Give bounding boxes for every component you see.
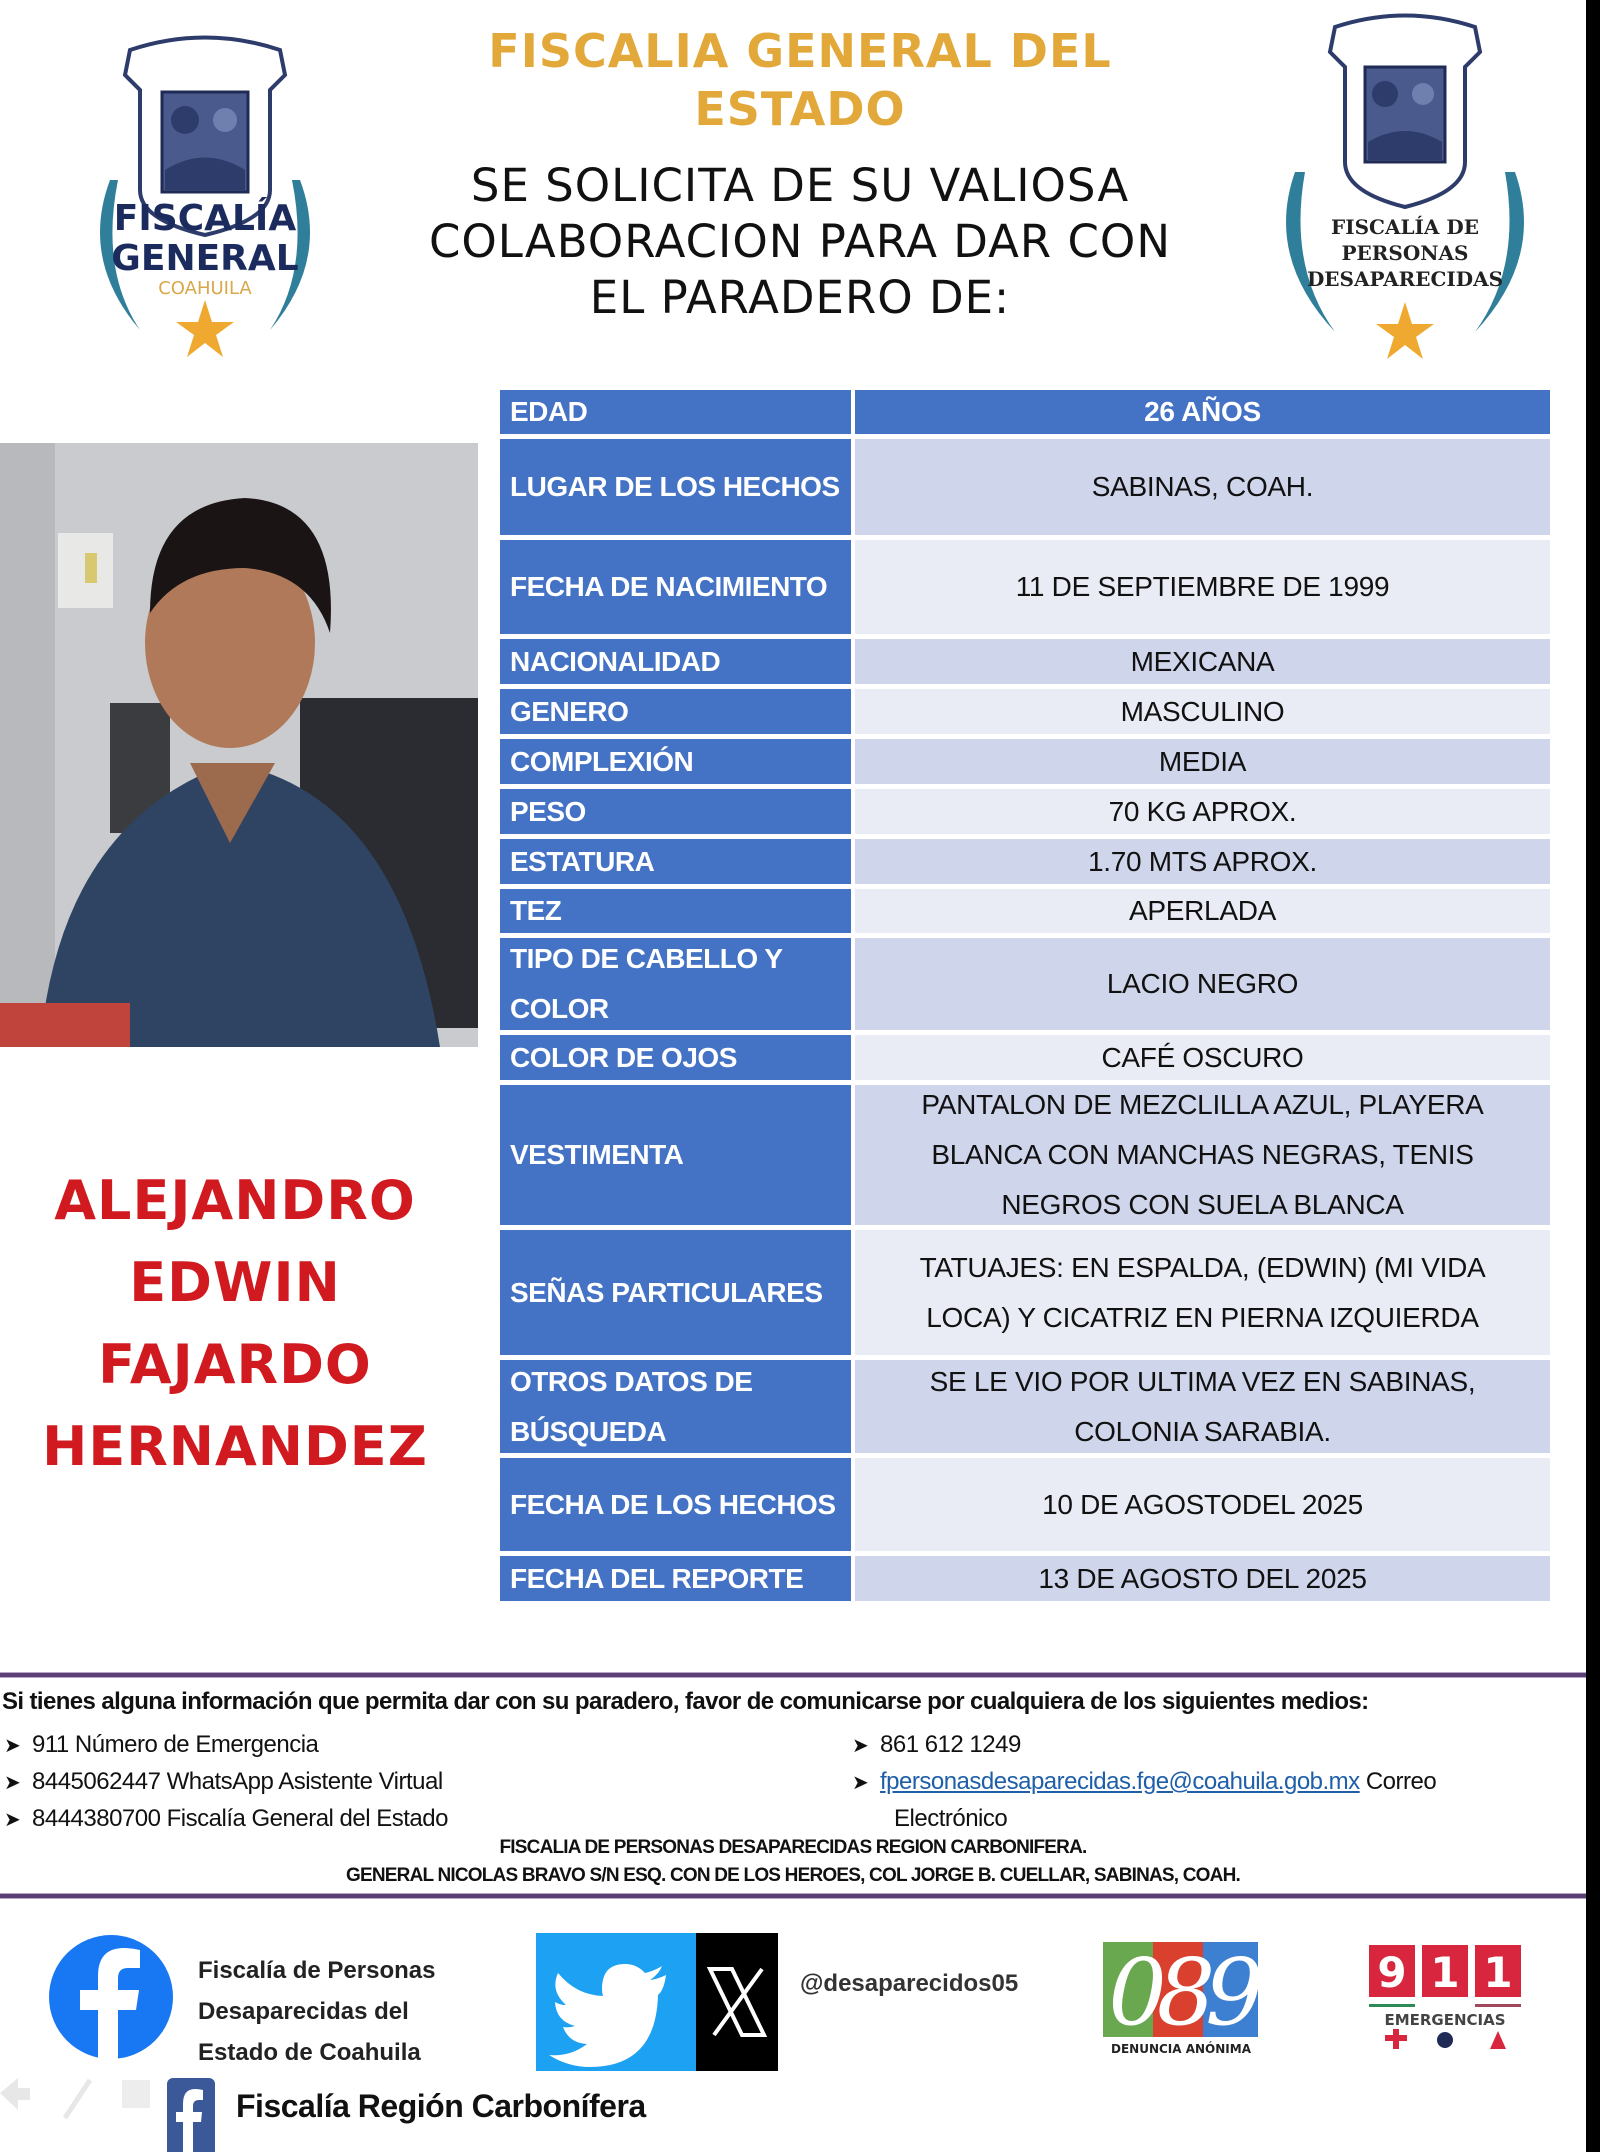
table-row-peso (500, 789, 1550, 834)
row-value: 70 KG APROX. (855, 789, 1550, 834)
row-label: LUGAR DE LOS HECHOS (500, 439, 855, 535)
table-row-tez (500, 889, 1550, 933)
row-value: SABINAS, COAH. (855, 439, 1550, 535)
row-label: OTROS DATOS DE BÚSQUEDA (500, 1360, 855, 1453)
back-arrow-icon (0, 2078, 30, 2110)
row-value: 11 DE SEPTIEMBRE DE 1999 (855, 540, 1550, 634)
coat-of-arms-icon (1330, 16, 1480, 208)
name-line: ALEJANDRO (54, 1169, 416, 1232)
svg-text:089: 089 (1108, 1942, 1254, 2046)
request-heading-line2: COLABORACION PARA DAR CON (428, 215, 1172, 268)
arrow-bullet-icon: ➤ (852, 1735, 869, 1757)
contact-list-left (4, 1727, 448, 1838)
svg-text:PERSONAS: PERSONAS (1341, 241, 1469, 265)
twitter-icon (536, 1933, 696, 2071)
agency-title-line1: FISCALIA GENERAL DEL (488, 24, 1112, 78)
row-value: 26 AÑOS (855, 390, 1550, 434)
table-row-ojos (500, 1035, 1550, 1080)
row-value: SE LE VIO POR ULTIMA VEZ EN SABINAS, COLONIA SARABIA. (855, 1360, 1550, 1453)
office-name: FISCALIA DE PERSONAS DESAPARECIDAS REGION CARBONIFERA. (499, 1837, 1087, 1858)
contact-intro: Si tienes alguna información que permita dar con su paradero, favor de comunicarse por cualquiera de los siguientes medios: (2, 1688, 1369, 1715)
table-row-fecha-hechos (500, 1458, 1550, 1551)
star-icon (1376, 302, 1434, 359)
arrow-bullet-icon: ➤ (4, 1735, 21, 1757)
row-label: COMPLEXIÓN (500, 739, 855, 784)
request-heading (370, 158, 1230, 326)
fiscalia-general-coahuila-logo (70, 30, 340, 365)
row-value: CAFÉ OSCURO (855, 1035, 1550, 1080)
denuncia-anonima-089-logo (1103, 1942, 1263, 2057)
table-row-edad (500, 390, 1550, 434)
row-value: APERLADA (855, 889, 1550, 933)
svg-text:EMERGENCIAS: EMERGENCIAS (1384, 2011, 1506, 2029)
office-address (0, 1834, 1586, 1890)
name-line: FAJARDO (98, 1333, 372, 1396)
red-cross-icon (1385, 2029, 1407, 2049)
svg-text:FISCALÍA: FISCALÍA (113, 198, 297, 239)
row-label: FECHA DE NACIMIENTO (500, 540, 855, 634)
row-label: ESTATURA (500, 839, 855, 884)
missing-person-photo (0, 443, 478, 1047)
pencil-icon (65, 2080, 90, 2118)
table-row-complexion (500, 739, 1550, 784)
fire-icon (1490, 2031, 1506, 2049)
contact-item: ➤ 8445062447 WhatsApp Asistente Virtual (4, 1764, 448, 1801)
row-value: TATUAJES: EN ESPALDA, (EDWIN) (MI VIDA LOCA) Y CICATRIZ EN PIERNA IZQUIERDA (855, 1230, 1550, 1355)
emergencias-911-logo (1367, 1943, 1527, 2063)
table-row-genero (500, 689, 1550, 734)
police-icon (1437, 2032, 1453, 2048)
table-row-fecha-nacimiento (500, 540, 1550, 634)
row-value: PANTALON DE MEZCLILLA AZUL, PLAYERA BLANCA CON MANCHAS NEGRAS, TENIS NEGROS CON SUELA BLANCA (855, 1085, 1550, 1225)
row-value: MASCULINO (855, 689, 1550, 734)
table-row-lugar (500, 439, 1550, 535)
svg-text:1: 1 (1430, 1948, 1460, 1997)
name-line: HERNANDEZ (42, 1415, 428, 1478)
row-value: 13 DE AGOSTO DEL 2025 (855, 1556, 1550, 1601)
request-heading-line1: SE SOLICITA DE SU VALIOSA (470, 159, 1130, 212)
svg-text:GENERAL: GENERAL (111, 238, 299, 279)
table-row-cabello (500, 938, 1550, 1030)
row-label: FECHA DE LOS HECHOS (500, 1458, 855, 1551)
row-label: COLOR DE OJOS (500, 1035, 855, 1080)
table-row-otros-datos (500, 1360, 1550, 1453)
table-row-estatura (500, 839, 1550, 884)
row-value: 10 DE AGOSTODEL 2025 (855, 1458, 1550, 1551)
row-label: VESTIMENTA (500, 1085, 855, 1225)
contact-item-email: ➤ fpersonasdesaparecidas.fge@coahuila.gob.mx Correo (852, 1764, 1582, 1801)
missing-person-name (0, 1160, 470, 1488)
contact-item: ➤ 8444380700 Fiscalía General del Estado (4, 1801, 448, 1838)
svg-text:9: 9 (1377, 1948, 1407, 1997)
svg-text:DESAPARECIDAS: DESAPARECIDAS (1306, 267, 1504, 291)
arrow-bullet-icon: ➤ (4, 1809, 21, 1831)
row-value: LACIO NEGRO (855, 938, 1550, 1030)
facebook-page-name: Fiscalía de Personas Desaparecidas del Estado de Coahuila (198, 1957, 436, 2066)
request-heading-line3: EL PARADERO DE: (589, 271, 1011, 324)
row-label: GENERO (500, 689, 855, 734)
facebook-region-page: Fiscalía Región Carbonífera (236, 2088, 646, 2124)
facebook-square-icon (167, 2078, 215, 2152)
table-row-vestimenta (500, 1085, 1550, 1225)
contact-item: ➤ 911 Número de Emergencia (4, 1727, 448, 1764)
row-value: 1.70 MTS APROX. (855, 839, 1550, 884)
table-row-nacionalidad (500, 639, 1550, 684)
fiscalia-personas-desaparecidas-logo (1260, 12, 1550, 362)
row-value: MEXICANA (855, 639, 1550, 684)
table-row-fecha-reporte (500, 1556, 1550, 1601)
divider-bottom (0, 1893, 1586, 1899)
table-row-senas (500, 1230, 1550, 1355)
row-label: SEÑAS PARTICULARES (500, 1230, 855, 1355)
row-label: EDAD (500, 390, 855, 434)
email-link[interactable]: fpersonasdesaparecidas.fge@coahuila.gob.mx (880, 1768, 1360, 1795)
name-line: EDWIN (129, 1251, 341, 1314)
svg-text:COAHUILA: COAHUILA (158, 278, 252, 299)
agency-title-line2: ESTADO (694, 82, 906, 136)
divider-top (0, 1672, 1586, 1678)
row-label: PESO (500, 789, 855, 834)
twitter-handle: @desaparecidos05 (800, 1970, 1019, 1997)
contact-list-right (852, 1727, 1582, 1837)
x-logo-icon (696, 1933, 778, 2071)
row-label: NACIONALIDAD (500, 639, 855, 684)
arrow-bullet-icon: ➤ (4, 1772, 21, 1794)
star-icon (176, 300, 234, 357)
contact-item-phone: ➤ 861 612 1249 (852, 1727, 1582, 1764)
svg-text:FISCALÍA DE: FISCALÍA DE (1331, 215, 1479, 239)
person-details-table (500, 390, 1550, 1606)
contact-item-email-cont: Electrónico (894, 1805, 1008, 1832)
office-street: GENERAL NICOLAS BRAVO S/N ESQ. CON DE LOS HEROES, COL JORGE B. CUELLAR, SABINAS, COAH. (346, 1865, 1240, 1886)
row-value: MEDIA (855, 739, 1550, 784)
arrow-bullet-icon: ➤ (852, 1772, 869, 1794)
row-label: TEZ (500, 889, 855, 933)
row-label: FECHA DEL REPORTE (500, 1556, 855, 1601)
facebook-icon (46, 1932, 176, 2062)
menu-icon (122, 2080, 150, 2108)
row-label: TIPO DE CABELLO Y COLOR (500, 938, 855, 1030)
svg-text:1: 1 (1483, 1948, 1513, 1997)
svg-text:DENUNCIA ANÓNIMA: DENUNCIA ANÓNIMA (1111, 2042, 1251, 2056)
agency-title (430, 22, 1170, 138)
